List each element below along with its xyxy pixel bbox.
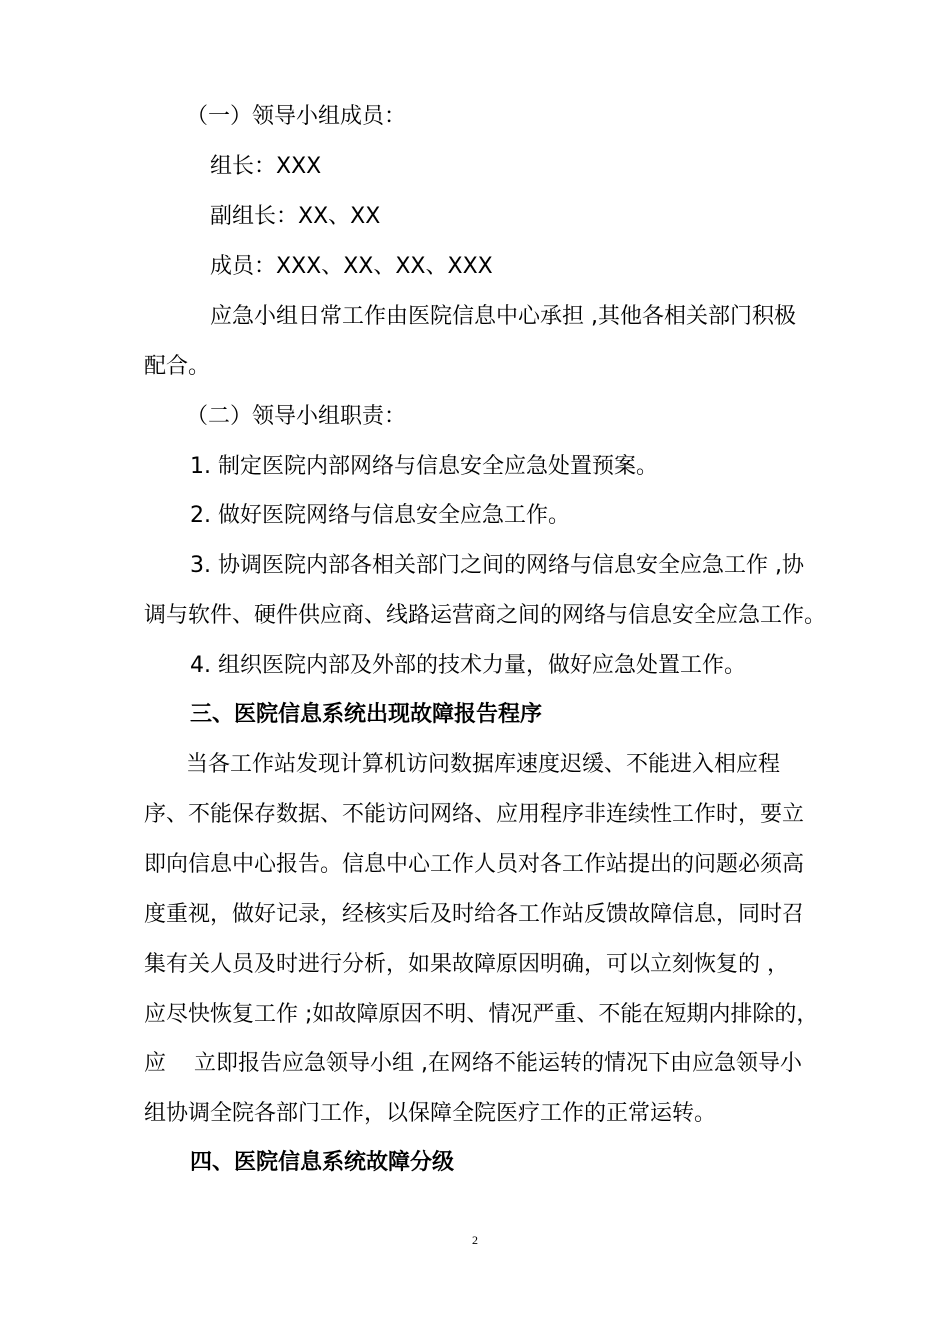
paragraph-report-line-4: 度重视，做好记录，经核实后及时给各工作站反馈故障信息，同时召 [144, 902, 805, 927]
team-leader-line: 组长：XXX [210, 154, 322, 179]
paragraph-report-line-2: 序、不能保存数据、不能访问网络、应用程序非连续性工作时，要立 [144, 802, 805, 827]
members-line: 成员：XXX、XX、XX、XXX [210, 254, 493, 279]
duty-item-1: 1. 制定医院内部网络与信息安全应急处置预案。 [190, 454, 658, 479]
duty-item-4: 4. 组织医院内部及外部的技术力量，做好应急处置工作。 [190, 653, 746, 678]
paragraph-report-line-3: 即向信息中心报告。信息中心工作人员对各工作站提出的问题必须高 [144, 852, 805, 877]
paragraph-report-line-1: 当各工作站发现计算机访问数据库速度迟缓、不能进入相应程 [186, 752, 781, 777]
paragraph-report-line-6: 应尽快恢复工作 ;如故障原因不明、情况严重、不能在短期内排除的， [144, 1002, 819, 1027]
paragraph-report-line-8: 组协调全院各部门工作，以保障全院医疗工作的正常运转。 [144, 1101, 717, 1126]
section-heading-4: 四、医院信息系统故障分级 [190, 1150, 455, 1175]
deputy-leader-line: 副组长：XX、XX [210, 204, 381, 229]
paragraph-daily-work-line-1: 应急小组日常工作由医院信息中心承担 ,其他各相关部门积极 [210, 304, 796, 329]
paragraph-report-line-5: 集有关人员及时进行分析，如果故障原因明确，可以立刻恢复的 ， [144, 952, 789, 977]
duty-item-2: 2. 做好医院网络与信息安全应急工作。 [190, 503, 570, 528]
section-heading-3: 三、医院信息系统出现故障报告程序 [190, 702, 543, 727]
duty-item-3-line-1: 3. 协调医院内部各相关部门之间的网络与信息安全应急工作 ,协 [190, 553, 804, 578]
subheading-leadership-members: （一）领导小组成员： [186, 104, 407, 129]
paragraph-daily-work-line-2: 配合。 [144, 354, 211, 379]
duty-item-3-line-2: 调与软件、硬件供应商、线路运营商之间的网络与信息安全应急工作。 [144, 603, 827, 628]
subheading-leadership-duties: （二）领导小组职责： [186, 404, 407, 429]
page-number: 2 [472, 1233, 478, 1247]
paragraph-report-line-7: 应 立即报告应急领导小组 ,在网络不能运转的情况下由应急领导小 [144, 1051, 802, 1076]
